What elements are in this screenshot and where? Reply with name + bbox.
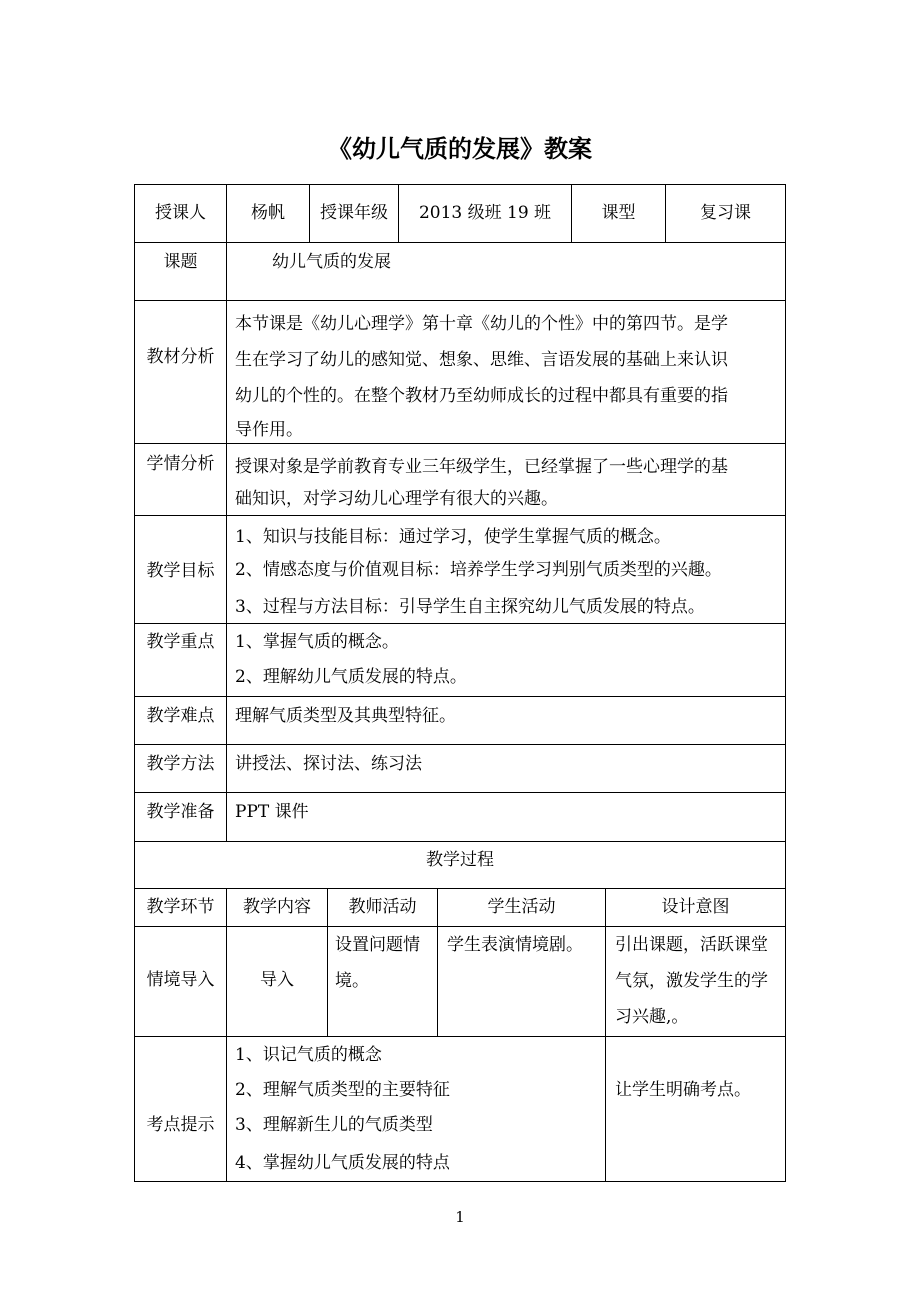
methods-label: 教学方法 [146,754,215,774]
row-content-line: 2、理解气质类型的主要特征 [235,1080,450,1100]
preparation-label: 教学准备 [146,802,215,822]
teacher-name: 杨帆 [251,203,285,223]
key-point-line: 2、理解幼儿气质发展的特点。 [235,667,467,687]
type-value: 复习课 [700,203,751,223]
row-content-line: 4、掌握幼儿气质发展的特点 [235,1153,450,1173]
topic-label: 课题 [163,252,198,272]
row-teacher-line: 设置问题情 [335,935,420,955]
column-header: 设计意图 [661,897,730,917]
grade-value: 2013 级班 19 班 [418,203,552,223]
row-intent: 让学生明确考点。 [615,1080,751,1100]
material-line: 导作用。 [235,420,303,440]
students-label: 学情分析 [146,454,215,474]
goal-line: 2、情感态度与价值观目标：培养学生学习判别气质类型的兴趣。 [235,560,722,580]
methods-value: 讲授法、探讨法、练习法 [235,754,422,774]
column-header: 教学内容 [243,897,311,917]
row-intent-line: 引出课题，活跃课堂 [615,935,768,955]
material-line: 幼儿的个性的。在整个教材乃至幼师成长的过程中都具有重要的指 [235,386,728,406]
row-teacher-line: 境。 [335,971,369,991]
material-label: 教材分析 [146,347,215,367]
row-intent-line: 气氛，激发学生的学 [615,971,768,991]
goal-line: 3、过程与方法目标：引导学生自主探究幼儿气质发展的特点。 [235,597,705,617]
topic-value: 幼儿气质的发展 [272,252,391,272]
type-label: 课型 [601,203,636,223]
goal-line: 1、知识与技能目标：通过学习，使学生掌握气质的概念。 [235,527,671,547]
teacher-label: 授课人 [155,203,206,223]
column-header: 学生活动 [487,897,556,917]
row-student: 学生表演情境剧。 [447,935,583,955]
row-intent-line: 习兴趣,。 [615,1007,689,1027]
preparation-value: PPT 课件 [235,802,309,822]
goals-label: 教学目标 [146,561,215,581]
material-line: 生在学习了幼儿的感知觉、想象、思维、言语发展的基础上来认识 [235,350,728,370]
difficulties-value: 理解气质类型及其典型特征。 [235,706,456,726]
material-line: 本节课是《幼儿心理学》第十章《幼儿的个性》中的第四节。是学 [235,314,728,334]
key-points-label: 教学重点 [146,632,215,652]
students-line: 础知识，对学习幼儿心理学有很大的兴趣。 [235,489,558,509]
difficulties-label: 教学难点 [146,706,215,726]
column-header: 教师活动 [348,897,417,917]
page-number: 1 [455,1208,465,1226]
row-stage: 考点提示 [146,1115,215,1135]
document-title: 《幼儿气质的发展》教案 [328,135,592,163]
row-stage: 情境导入 [146,970,215,990]
row-content-line: 1、识记气质的概念 [235,1045,382,1065]
key-point-line: 1、掌握气质的概念。 [235,632,399,652]
students-line: 授课对象是学前教育专业三年级学生，已经掌握了一些心理学的基 [235,457,728,477]
process-heading: 教学过程 [426,850,494,870]
row-content: 导入 [260,970,294,990]
row-content-line: 3、理解新生儿的气质类型 [235,1115,433,1135]
grade-label: 授课年级 [320,203,388,223]
column-header: 教学环节 [146,897,215,917]
